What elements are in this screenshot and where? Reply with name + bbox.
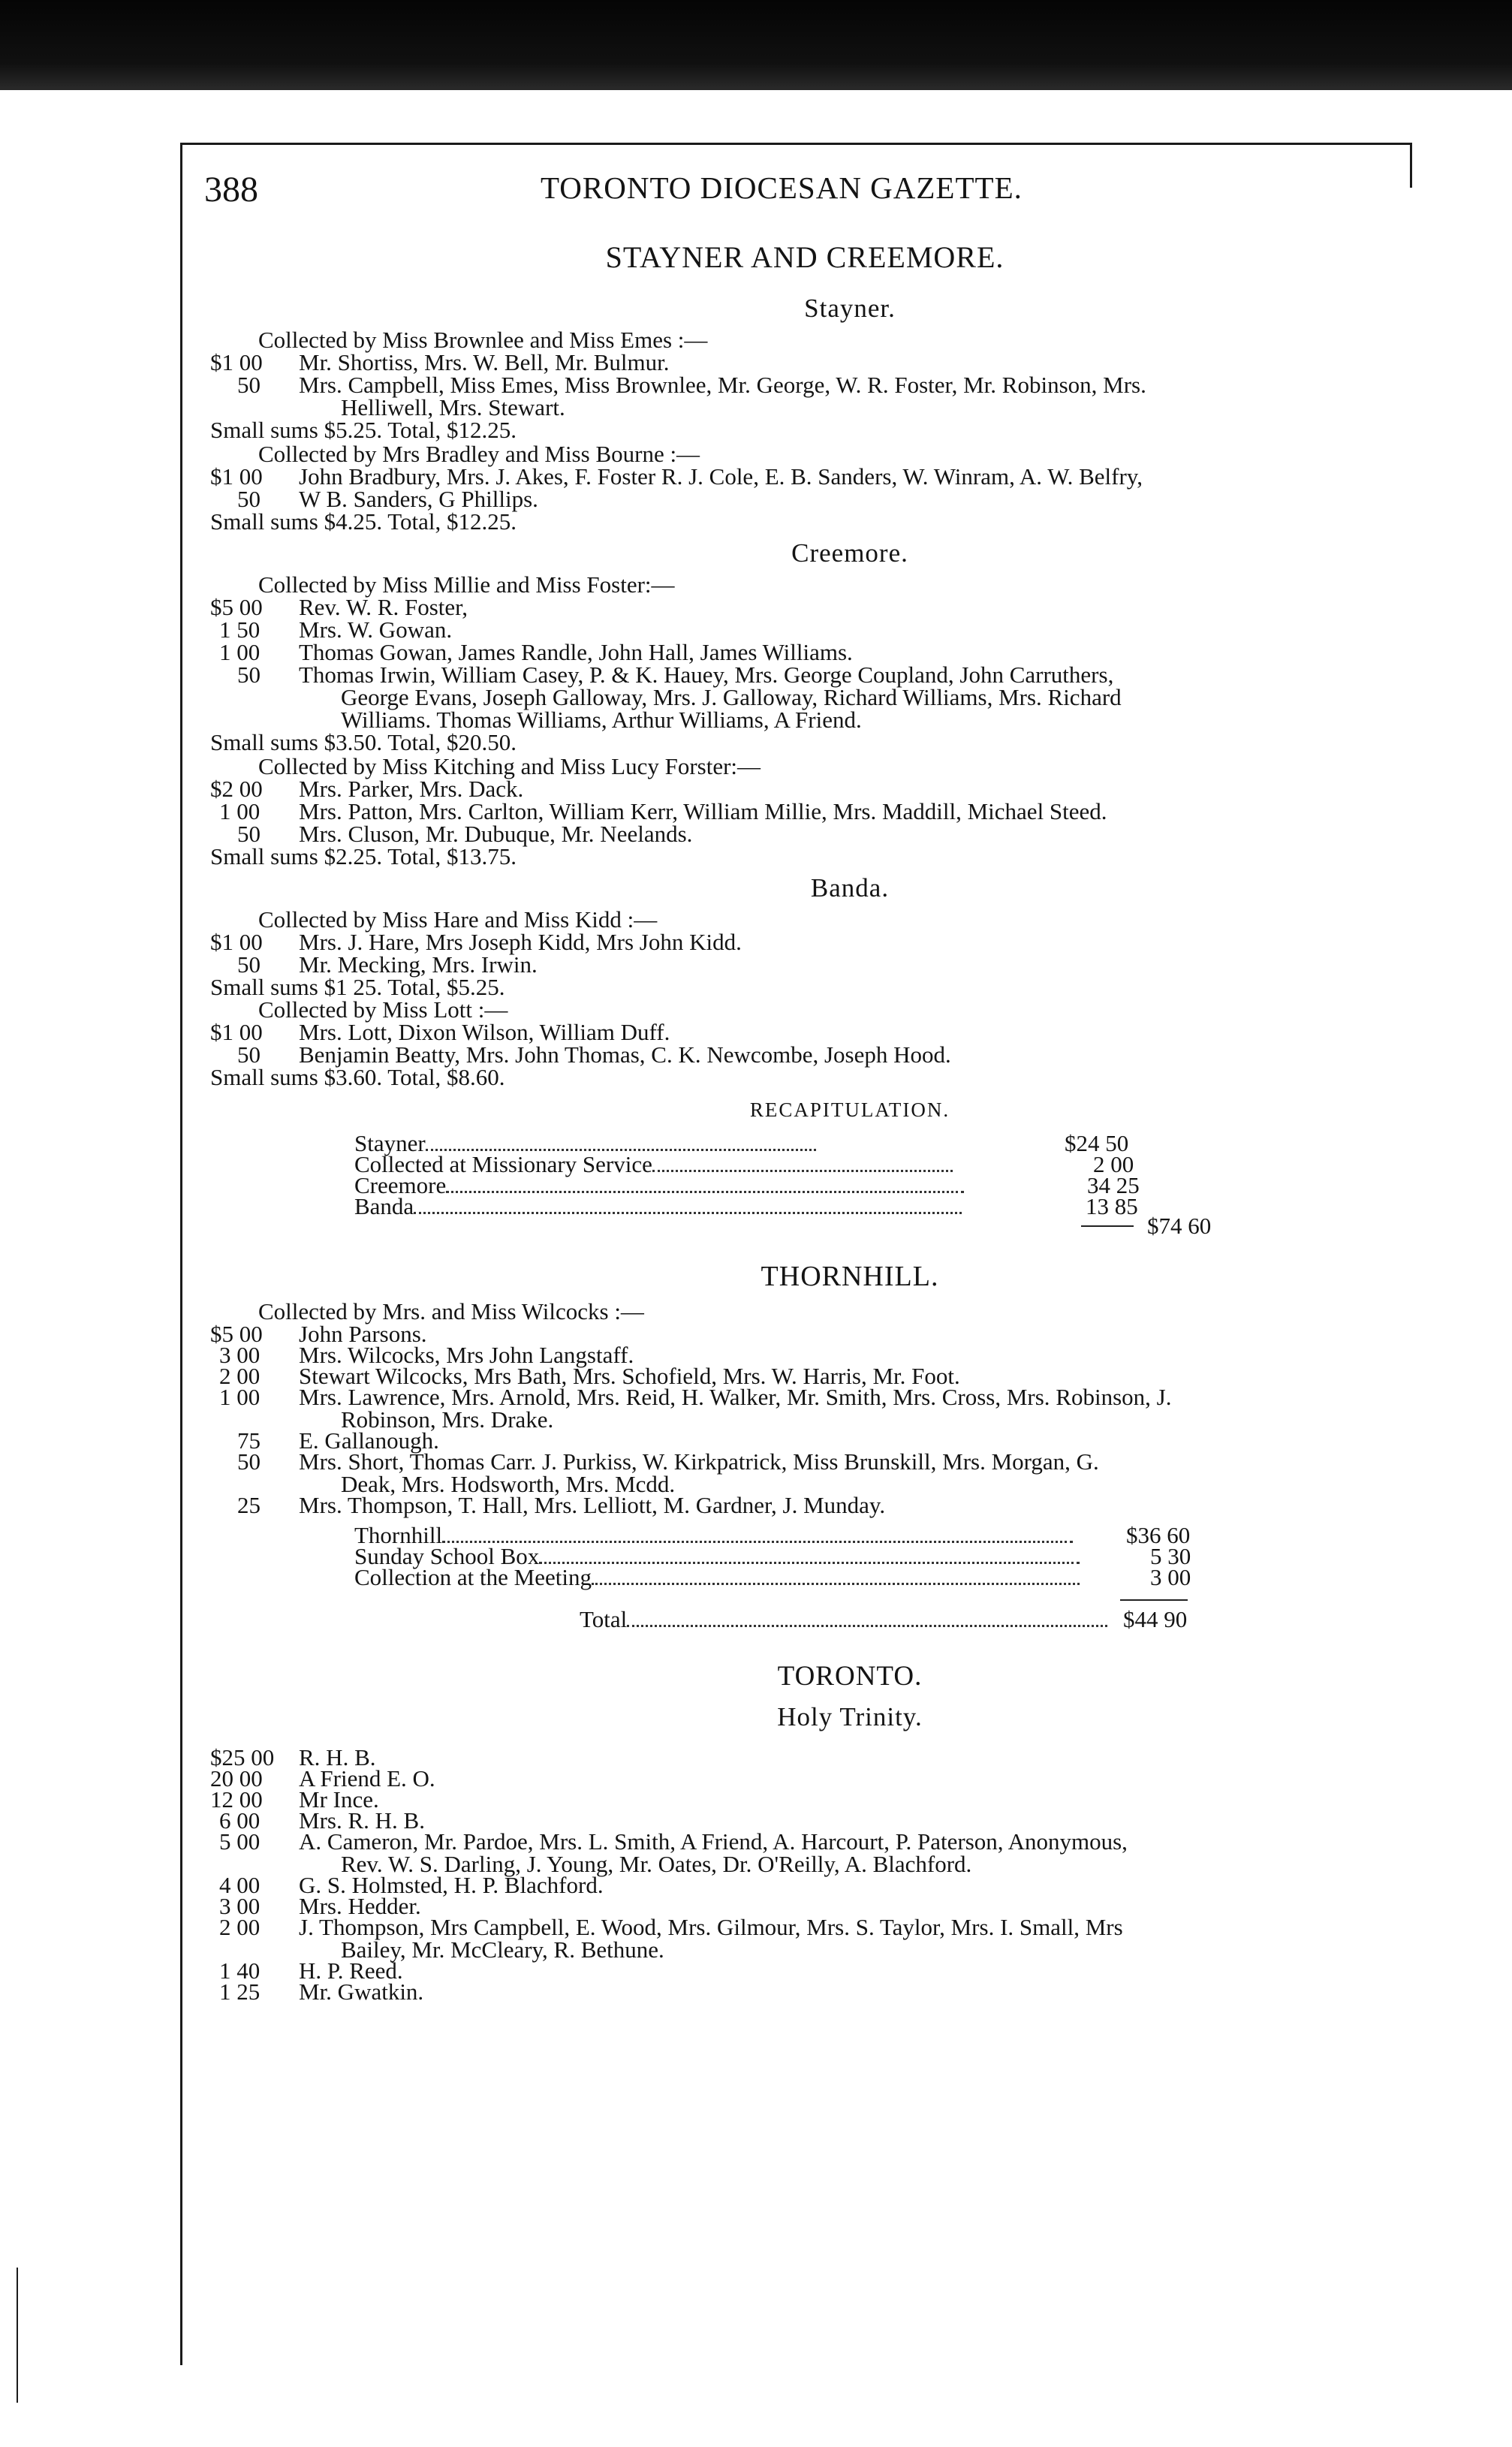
donor-line: J. Thompson, Mrs Campbell, E. Wood, Mrs. Gilmour, Mrs. S. Taylor, Mrs. I. Small, Mrs [299, 1914, 1123, 1940]
amount: 1 40 [219, 1957, 261, 1984]
total-amount: $44 90 [1123, 1606, 1188, 1632]
amount: $5 00 [210, 594, 263, 620]
page-border-left [180, 143, 182, 2365]
donor-line: John Parsons. [299, 1321, 427, 1347]
donor-line: Mrs. Cluson, Mr. Dubuque, Mr. Neelands. [299, 821, 693, 847]
amount: 3 00 [219, 1342, 261, 1368]
donor-line: R. H. B. [299, 1744, 376, 1770]
amount: $1 00 [210, 1019, 263, 1045]
donor-line: H. P. Reed. [299, 1957, 403, 1984]
leader-dots [442, 1527, 1073, 1543]
leader-dots [446, 1177, 964, 1193]
donor-line: Mrs. Thompson, T. Hall, Mrs. Lelliott, M. Gardner, J. Munday. [299, 1492, 886, 1518]
amount: 20 00 [210, 1765, 263, 1792]
amount: 6 00 [219, 1807, 261, 1834]
leader-dots [426, 1135, 816, 1151]
collector-line: Collected by Mrs. and Miss Wilcocks :— [258, 1298, 644, 1324]
donor-line-continued: Williams. Thomas Williams, Arthur Williams, A Friend. [341, 707, 862, 733]
amount: 1 25 [219, 1978, 261, 2005]
section-title-toronto: TORONTO. [777, 1661, 923, 1692]
recap-amount: 13 85 [1086, 1193, 1138, 1219]
sum-label: Sunday School Box [354, 1543, 540, 1569]
total-rule [1081, 1225, 1134, 1227]
recap-label: Banda [354, 1193, 414, 1219]
donor-line: Stewart Wilcocks, Mrs Bath, Mrs. Schofield, Mrs. W. Harris, Mr. Foot. [299, 1363, 960, 1389]
donor-line-continued: Rev. W. S. Darling, J. Young, Mr. Oates, Dr. O'Reilly, A. Blachford. [341, 1851, 972, 1877]
section-title-thornhill: THORNHILL. [761, 1261, 939, 1292]
donor-line: John Bradbury, Mrs. J. Akes, F. Foster R. J. Cole, E. B. Sanders, W. Winram, A. W. Belfry, [299, 463, 1143, 490]
amount: $2 00 [210, 776, 263, 802]
amount: $1 00 [210, 463, 263, 490]
amount: 2 00 [219, 1363, 261, 1389]
leader-dots [652, 1156, 953, 1172]
donor-line-continued: Bailey, Mr. McCleary, R. Bethune. [341, 1936, 664, 1963]
subtotal-line: Small sums $3.60. Total, $8.60. [210, 1064, 505, 1090]
amount: $5 00 [210, 1321, 263, 1347]
donor-line: E. Gallanough. [299, 1427, 439, 1454]
donor-line-continued: Deak, Mrs. Hodsworth, Mrs. Mcdd. [341, 1471, 676, 1497]
amount: $25 00 [210, 1744, 275, 1770]
amount: 50 [237, 1041, 261, 1068]
donor-line: G. S. Holmsted, H. P. Blachford. [299, 1872, 604, 1898]
collector-line: Collected by Miss Brownlee and Miss Emes :— [258, 327, 708, 353]
recap-label: Stayner [354, 1130, 426, 1156]
donor-line: W B. Sanders, G Phillips. [299, 486, 538, 512]
amount: 50 [237, 372, 261, 398]
donor-line: Mrs. Patton, Mrs. Carlton, William Kerr, William Millie, Mrs. Maddill, Michael Steed. [299, 798, 1107, 824]
donor-line-continued: Helliwell, Mrs. Stewart. [341, 394, 565, 420]
amount: 1 50 [219, 616, 261, 643]
total-rule [1120, 1599, 1188, 1601]
scan-edge-left [17, 2268, 18, 2403]
donor-line: Mrs. Campbell, Miss Emes, Miss Brownlee, Mr. George, W. R. Foster, Mr. Robinson, Mrs. [299, 372, 1146, 398]
journal-title: TORONTO DIOCESAN GAZETTE. [541, 170, 1023, 205]
amount: 1 00 [219, 798, 261, 824]
amount: $1 00 [210, 349, 263, 375]
donor-line: Benjamin Beatty, Mrs. John Thomas, C. K. Newcombe, Joseph Hood. [299, 1041, 951, 1068]
subsection-title-holy-trinity: Holy Trinity. [777, 1702, 923, 1731]
page-border-right [1410, 143, 1412, 188]
amount: 50 [237, 661, 261, 688]
recap-amount: $24 50 [1065, 1130, 1129, 1156]
recap-amount: 34 25 [1087, 1172, 1140, 1198]
sum-row [354, 1566, 1080, 1588]
subsection-title-stayner: Stayner. [804, 294, 896, 323]
subsection-title-banda: Banda. [810, 873, 890, 903]
donor-line: Thomas Irwin, William Casey, P. & K. Hauey, Mrs. George Coupland, John Carruthers, [299, 661, 1114, 688]
collector-line: Collected by Miss Hare and Miss Kidd :— [258, 906, 658, 933]
subtotal-line: Small sums $3.50. Total, $20.50. [210, 729, 517, 755]
recap-row [354, 1174, 964, 1196]
subtotal-line: Small sums $5.25. Total, $12.25. [210, 417, 517, 443]
amount: 25 [237, 1492, 261, 1518]
leader-dots [539, 1548, 1080, 1564]
subtotal-line: Small sums $1 25. Total, $5.25. [210, 974, 505, 1000]
sum-label: Collection at the Meeting [354, 1564, 592, 1590]
recap-amount: 2 00 [1093, 1151, 1134, 1177]
donor-line-continued: Robinson, Mrs. Drake. [341, 1406, 554, 1433]
donor-line: Mrs. W. Gowan. [299, 616, 453, 643]
collector-line: Collected by Mrs Bradley and Miss Bourne :— [258, 441, 700, 467]
donor-line: Mrs. J. Hare, Mrs Joseph Kidd, Mrs John Kidd. [299, 929, 742, 955]
donor-line: Mrs. Wilcocks, Mrs John Langstaff. [299, 1342, 634, 1368]
amount: 1 00 [219, 639, 261, 665]
amount: 50 [237, 821, 261, 847]
donor-line: Mr. Mecking, Mrs. Irwin. [299, 951, 538, 978]
donor-line: Mr. Gwatkin. [299, 1978, 424, 2005]
subtotal-line: Small sums $2.25. Total, $13.75. [210, 843, 517, 869]
sum-amount: $36 60 [1126, 1522, 1191, 1548]
collector-line: Collected by Miss Kitching and Miss Lucy Forster:— [258, 753, 761, 779]
recap-label: Creemore [354, 1172, 447, 1198]
total-label: Total [580, 1606, 628, 1632]
donor-line: Mrs. Lawrence, Mrs. Arnold, Mrs. Reid, H. Walker, Mr. Smith, Mrs. Cross, Mrs. Robinson, J. [299, 1384, 1172, 1410]
donor-line: Mrs. Hedder. [299, 1893, 421, 1919]
collector-line: Collected by Miss Lott :— [258, 996, 508, 1023]
amount: 2 00 [219, 1914, 261, 1940]
recap-label: Collected at Missionary Service [354, 1151, 652, 1177]
donor-line: Mrs. Parker, Mrs. Dack. [299, 776, 524, 802]
donor-line: Mr Ince. [299, 1786, 379, 1813]
recap-row [354, 1195, 962, 1217]
amount: 50 [237, 1448, 261, 1475]
sum-label: Thornhill [354, 1522, 443, 1548]
leader-dots [592, 1569, 1080, 1585]
subsection-title-creemore: Creemore. [791, 538, 908, 568]
section-title-stayner-creemore: STAYNER AND CREEMORE. [605, 240, 1004, 274]
leader-dots [627, 1611, 1107, 1627]
amount: 50 [237, 486, 261, 512]
amount: 75 [237, 1427, 261, 1454]
amount: 4 00 [219, 1872, 261, 1898]
amount: $1 00 [210, 929, 263, 955]
leader-dots [414, 1198, 962, 1214]
collector-line: Collected by Miss Millie and Miss Foster:— [258, 571, 675, 598]
recapitulation-title: RECAPITULATION. [749, 1098, 950, 1121]
donor-line: A Friend E. O. [299, 1765, 435, 1792]
total-row [580, 1608, 1107, 1630]
subtotal-line: Small sums $4.25. Total, $12.25. [210, 508, 517, 535]
amount: 3 00 [219, 1893, 261, 1919]
sum-amount: 3 00 [1150, 1564, 1191, 1590]
page-border-top [180, 143, 1411, 145]
scan-top-border [0, 0, 1512, 90]
amount: 1 00 [219, 1384, 261, 1410]
sum-amount: 5 30 [1150, 1543, 1191, 1569]
amount: 12 00 [210, 1786, 263, 1813]
donor-line: Mrs. Lott, Dixon Wilson, William Duff. [299, 1019, 670, 1045]
amount: 50 [237, 951, 261, 978]
recap-total: $74 60 [1147, 1213, 1212, 1239]
amount: 5 00 [219, 1828, 261, 1855]
donor-line: Mr. Shortiss, Mrs. W. Bell, Mr. Bulmur. [299, 349, 670, 375]
page-number: 388 [204, 170, 258, 209]
donor-line: A. Cameron, Mr. Pardoe, Mrs. L. Smith, A Friend, A. Harcourt, P. Paterson, Anonymous, [299, 1828, 1128, 1855]
donor-line-continued: George Evans, Joseph Galloway, Mrs. J. Galloway, Richard Williams, Mrs. Richard [341, 684, 1122, 710]
donor-line: Mrs. Short, Thomas Carr. J. Purkiss, W. Kirkpatrick, Miss Brunskill, Mrs. Morgan, G. [299, 1448, 1099, 1475]
donor-line: Mrs. R. H. B. [299, 1807, 425, 1834]
donor-line: Rev. W. R. Foster, [299, 594, 468, 620]
donor-line: Thomas Gowan, James Randle, John Hall, James Williams. [299, 639, 853, 665]
